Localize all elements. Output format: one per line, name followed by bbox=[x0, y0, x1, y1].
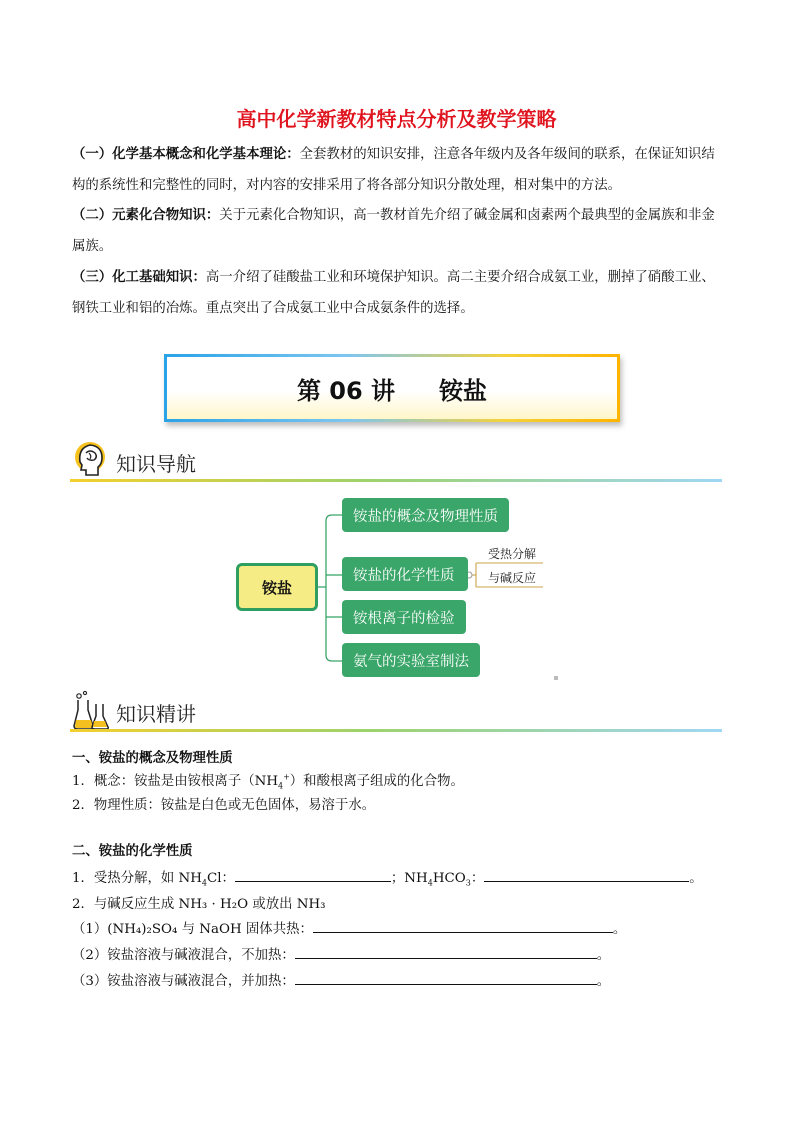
intro-text-1: 全套教材的知识安排，注意各年级内及各年级间的联系，在保证知识结构的系统性和完整性的同时，对内容的安排采用了将各部分知识分散处理，相对集中的方法。 bbox=[72, 147, 715, 193]
sub-item-1-label: （1）(NH₄)₂SO₄ 与 NaOH 固体共热： bbox=[72, 922, 313, 937]
intro-lead-1: （一）化学基本概念和化学基本理论： bbox=[72, 146, 300, 162]
mindmap-node-concept: 铵盐的概念及物理性质 bbox=[342, 498, 509, 532]
sub-item-1 bbox=[72, 918, 626, 937]
brain-head-icon bbox=[72, 440, 108, 478]
intro-text-3: 高一介绍了硅酸盐工业和环境保护知识。高二主要介绍合成氨工业，删掉了硝酸工业、钢铁工业和铝的冶炼。重点突出了合成氨工业中合成氨条件的选择。 bbox=[72, 270, 715, 316]
period: 。 bbox=[596, 948, 611, 963]
concept-prefix: 1．概念：铵盐是由铵根离子（NH bbox=[72, 774, 278, 789]
hco-label: HCO bbox=[432, 871, 466, 886]
part1-heading: 一、铵盐的概念及物理性质 bbox=[72, 750, 233, 766]
period: 。 bbox=[612, 922, 627, 937]
knowledge-lecture-header bbox=[70, 690, 722, 732]
cl-label: Cl： bbox=[207, 871, 235, 886]
sub-item-2-label: （2）铵盐溶液与碱液混合，不加热： bbox=[72, 948, 295, 963]
sub-item-2 bbox=[72, 944, 610, 963]
knowledge-nav-label: 知识导航 bbox=[116, 452, 196, 476]
period: 。 bbox=[596, 974, 611, 989]
intro-paragraph-2 bbox=[72, 200, 724, 262]
nh4-subscript: 4 bbox=[278, 781, 284, 791]
base-reaction-line: 2．与碱反应生成 NH₃ · H₂O 或放出 NH₃ bbox=[72, 897, 326, 912]
answer-blank-nh4hco3[interactable] bbox=[484, 867, 689, 882]
colon: ： bbox=[470, 871, 485, 886]
heat-prefix: 1．受热分解，如 NH bbox=[72, 871, 202, 886]
sub-item-3 bbox=[72, 970, 610, 989]
intro-lead-2: （二）元素化合物知识： bbox=[72, 207, 220, 223]
mindmap-subnode-base: 与碱反应 bbox=[488, 571, 537, 585]
nh4-superscript: + bbox=[283, 772, 290, 782]
mindmap-root: 铵盐 bbox=[236, 563, 318, 611]
mindmap-node-lab-prep: 氨气的实验室制法 bbox=[342, 643, 480, 677]
sub-4b: 4 bbox=[427, 878, 433, 888]
section-divider bbox=[70, 729, 722, 732]
answer-blank-3[interactable] bbox=[295, 970, 597, 985]
section-divider bbox=[70, 479, 722, 482]
knowledge-nav-header bbox=[70, 440, 722, 482]
sub-3: 3 bbox=[465, 878, 471, 888]
sub-4: 4 bbox=[201, 878, 207, 888]
answer-blank-2[interactable] bbox=[295, 944, 597, 959]
lecture-topic: 铵盐 bbox=[439, 376, 488, 405]
answer-blank-1[interactable] bbox=[313, 918, 613, 933]
period: 。 bbox=[689, 871, 703, 886]
lecture-banner bbox=[164, 354, 620, 422]
sub-item-3-label: （3）铵盐溶液与碱液混合，并加热： bbox=[72, 974, 295, 989]
concept-suffix: ）和酸根离子组成的化合物。 bbox=[289, 774, 464, 789]
lecture-number: 第 06 讲 bbox=[296, 376, 396, 405]
flask-icon bbox=[72, 690, 110, 730]
document-title: 高中化学新教材特点分析及教学策略 bbox=[236, 107, 557, 131]
intro-lead-3: （三）化工基础知识： bbox=[72, 269, 206, 285]
part2-heading: 二、铵盐的化学性质 bbox=[72, 843, 193, 859]
answer-blank-nh4cl[interactable] bbox=[235, 867, 391, 882]
intro-paragraph-3 bbox=[72, 262, 724, 324]
mindmap-node-ion-test: 铵根离子的检验 bbox=[342, 600, 466, 634]
mindmap-node-chemical: 铵盐的化学性质 bbox=[342, 557, 468, 591]
heat-decomposition-line bbox=[72, 867, 703, 888]
intro-paragraph-1 bbox=[72, 139, 724, 201]
separator: ；NH bbox=[390, 871, 428, 886]
knowledge-lecture-label: 知识精讲 bbox=[116, 702, 196, 726]
concept-line bbox=[72, 770, 464, 791]
physical-line: 2．物理性质：铵盐是白色或无色固体，易溶于水。 bbox=[72, 798, 376, 813]
intro-text-2: 关于元素化合物知识，高一教材首先介绍了碱金属和卤素两个最典型的金属族和非金属族。 bbox=[72, 208, 715, 254]
mindmap-subnode-heat: 受热分解 bbox=[488, 547, 537, 561]
